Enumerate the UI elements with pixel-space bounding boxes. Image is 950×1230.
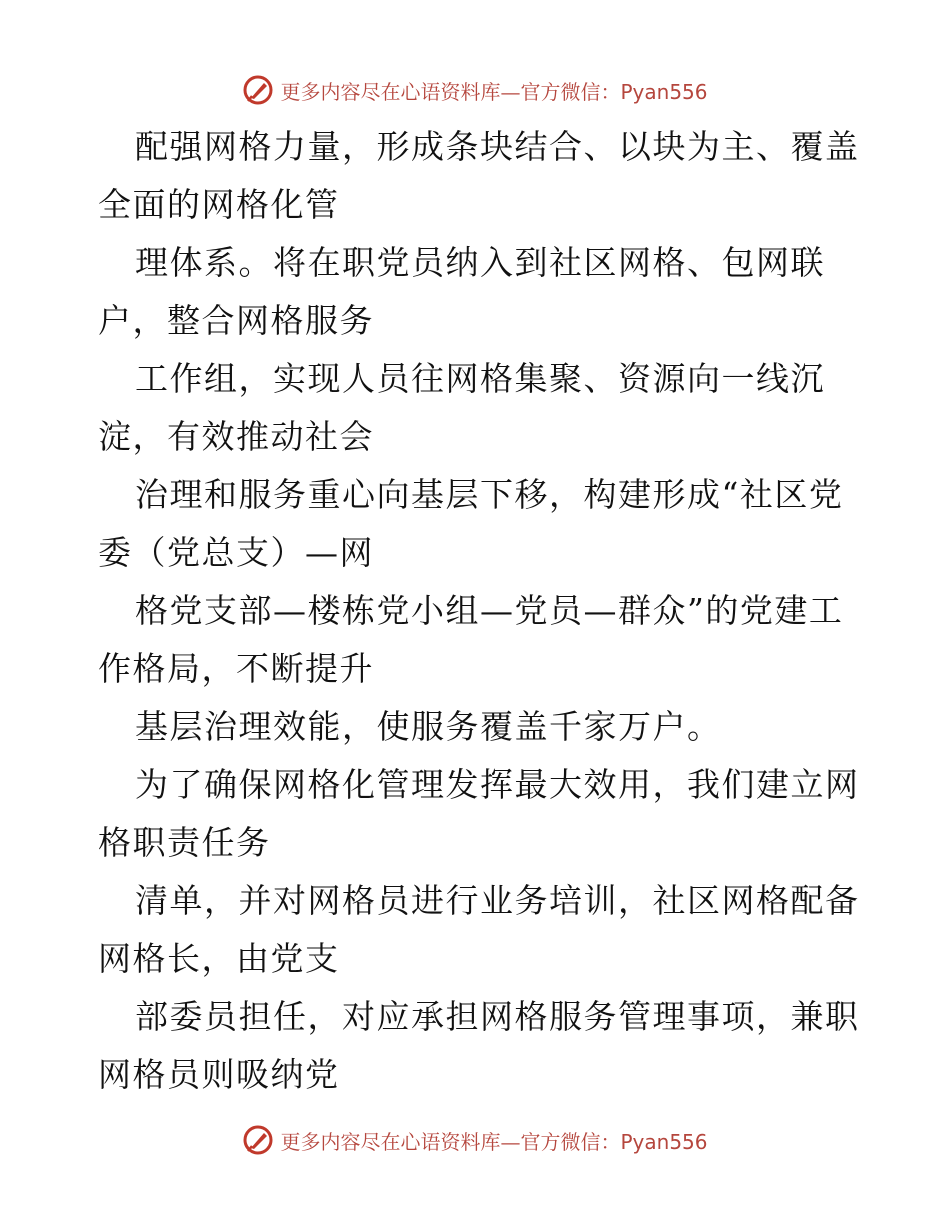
quill-logo-icon <box>242 1124 274 1156</box>
text-line: 工作组，实现人员往网格集聚、资源向一线沉 <box>135 359 825 398</box>
text-line: 户，整合网格服务 <box>98 301 374 340</box>
footer-watermark <box>0 1122 950 1158</box>
text-line: 配强网格力量，形成条块结合、以块为主、覆盖 <box>135 127 860 166</box>
quill-logo-icon <box>242 74 274 106</box>
text-line: 淀，有效推动社会 <box>98 417 374 456</box>
text-line: 格党支部—楼栋党小组—党员—群众”的党建工 <box>135 591 844 630</box>
watermark-text: 更多内容尽在心语资料库—官方微信：Pyan556 <box>280 79 708 104</box>
text-line: 委（党总支）—网 <box>98 533 374 572</box>
text-line: 部委员担任，对应承担网格服务管理事项，兼职 <box>135 997 860 1036</box>
watermark-text: 更多内容尽在心语资料库—官方微信：Pyan556 <box>280 1129 708 1154</box>
text-line: 格职责任务 <box>98 823 271 862</box>
wechat-id: Pyan556 <box>620 79 708 104</box>
header-watermark <box>0 72 950 108</box>
wechat-id: Pyan556 <box>620 1129 708 1154</box>
text-line: 治理和服务重心向基层下移，构建形成“社区党 <box>135 475 844 514</box>
text-line: 清单，并对网格员进行业务培训，社区网格配备 <box>135 881 860 920</box>
text-line: 作格局，不断提升 <box>98 649 374 688</box>
text-line: 为了确保网格化管理发挥最大效用，我们建立网 <box>135 765 860 804</box>
document-body <box>98 118 858 1104</box>
text-line: 全面的网格化管 <box>98 185 340 224</box>
text-line: 理体系。将在职党员纳入到社区网格、包网联 <box>135 243 825 282</box>
text-line: 网格员则吸纳党 <box>98 1055 340 1094</box>
text-line: 网格长，由党支 <box>98 939 340 978</box>
text-line: 基层治理效能，使服务覆盖千家万户。 <box>135 707 722 746</box>
